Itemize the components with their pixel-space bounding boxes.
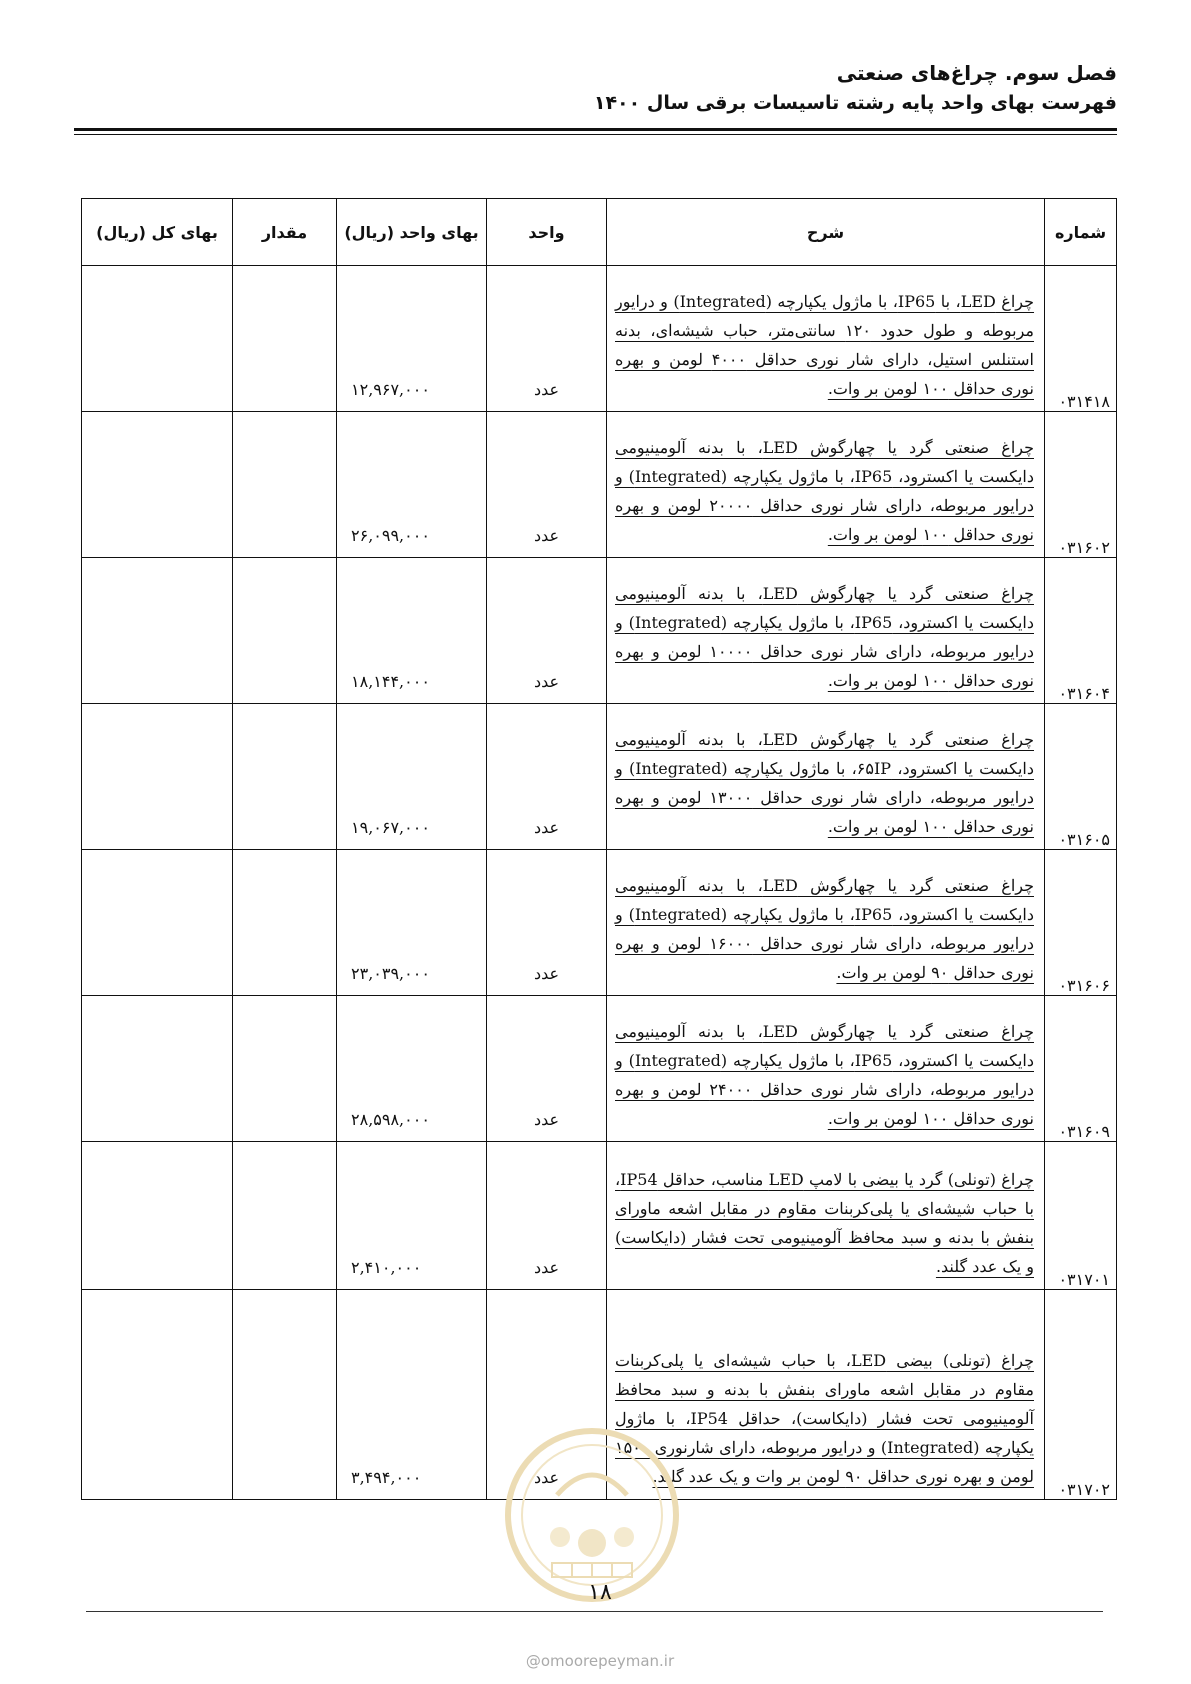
- item-number: ۰۳۱۶۰۲: [1045, 412, 1117, 558]
- item-total-price[interactable]: [82, 704, 233, 850]
- item-number: ۰۳۱۷۰۲: [1045, 1290, 1117, 1500]
- item-number: ۰۳۱۶۰۹: [1045, 996, 1117, 1142]
- item-number: ۰۳۱۴۱۸: [1045, 266, 1117, 412]
- table-row: [82, 1142, 1117, 1290]
- item-unit-price: ۲,۴۱۰,۰۰۰: [337, 1142, 487, 1290]
- item-unit: عدد: [487, 850, 607, 996]
- item-unit-price: ۱۸,۱۴۴,۰۰۰: [337, 558, 487, 704]
- item-unit-price: ۲۸,۵۹۸,۰۰۰: [337, 996, 487, 1142]
- item-quantity[interactable]: [233, 1142, 337, 1290]
- column-header-total-price: بهای کل (ریال): [82, 199, 233, 266]
- item-quantity[interactable]: [233, 266, 337, 412]
- item-number: ۰۳۱۶۰۴: [1045, 558, 1117, 704]
- item-unit-price: ۱۹,۰۶۷,۰۰۰: [337, 704, 487, 850]
- table-row: [82, 266, 1117, 412]
- item-number: ۰۳۱۷۰۱: [1045, 1142, 1117, 1290]
- item-total-price[interactable]: [82, 266, 233, 412]
- item-number: ۰۳۱۶۰۵: [1045, 704, 1117, 850]
- item-quantity[interactable]: [233, 412, 337, 558]
- item-quantity[interactable]: [233, 558, 337, 704]
- item-quantity[interactable]: [233, 996, 337, 1142]
- item-description: چراغ (تونلی) گرد یا بیضی با لامپ LED مناسب، حداقل IP54، با حباب شیشه‌ای یا پلی‌کربنات مقاوم در مقابل اشعه ماورای بنفش با بدنه و سبد محافظ آلومینیومی تحت فشار (دایکاست) و یک عدد گلند.: [607, 1142, 1045, 1290]
- column-header-quantity: مقدار: [233, 199, 337, 266]
- item-unit: عدد: [487, 412, 607, 558]
- item-total-price[interactable]: [82, 558, 233, 704]
- column-header-description: شرح: [607, 199, 1045, 266]
- item-total-price[interactable]: [82, 412, 233, 558]
- item-unit: عدد: [487, 996, 607, 1142]
- item-unit: عدد: [487, 558, 607, 704]
- item-number: ۰۳۱۶۰۶: [1045, 850, 1117, 996]
- item-total-price[interactable]: [82, 1290, 233, 1500]
- item-description: چراغ صنعتی گرد یا چهارگوش LED، با بدنه آلومینیومی دایکست یا اکسترود، IP65، با ماژول یکپارچه (Integrated) و درایور مربوطه، دارای شار نوری حداقل ۲۰۰۰۰ لومن و بهره نوری حداقل ۱۰۰ لومن بر وات.: [607, 412, 1045, 558]
- column-header-unit: واحد: [487, 199, 607, 266]
- item-quantity[interactable]: [233, 1290, 337, 1500]
- item-description: چراغ صنعتی گرد یا چهارگوش LED، با بدنه آلومینیومی دایکست یا اکسترود، IP65، با ماژول یکپارچه (Integrated) و درایور مربوطه، دارای شار نوری حداقل ۱۰۰۰۰ لومن و بهره نوری حداقل ۱۰۰ لومن بر وات.: [607, 558, 1045, 704]
- header-rule-thick: [74, 128, 1117, 131]
- table-row: [82, 412, 1117, 558]
- table-row: [82, 704, 1117, 850]
- item-unit: عدد: [487, 1290, 607, 1500]
- table-row: [82, 996, 1117, 1142]
- item-quantity[interactable]: [233, 704, 337, 850]
- item-description: چراغ صنعتی گرد یا چهارگوش LED، با بدنه آلومینیومی دایکست یا اکسترود، IP65، با ماژول یکپارچه (Integrated) و درایور مربوطه، دارای شار نوری حداقل ۱۶۰۰۰ لومن و بهره نوری حداقل ۹۰ لومن بر وات.: [607, 850, 1045, 996]
- page-header: [74, 58, 1117, 118]
- chapter-title: فصل سوم. چراغ‌های صنعتی: [836, 61, 1117, 85]
- item-description: چراغ LED، با IP65، با ماژول یکپارچه (Integrated) و درایور مربوطه و طول حدود ۱۲۰ سانتی‌متر، حباب شیشه‌ای، بدنه استنلس استیل، دارای شار نوری حداقل ۴۰۰۰ لومن و بهره نوری حداقل ۱۰۰ لومن بر وات.: [607, 266, 1045, 412]
- page-number: ۱۸: [588, 1580, 612, 1605]
- price-list-table: [81, 198, 1117, 1500]
- item-unit: عدد: [487, 1142, 607, 1290]
- website-label: @omoorepeyman.ir: [525, 1652, 675, 1670]
- table-row: [82, 850, 1117, 996]
- column-header-number: شماره: [1045, 199, 1117, 266]
- item-total-price[interactable]: [82, 996, 233, 1142]
- item-total-price[interactable]: [82, 850, 233, 996]
- item-unit: عدد: [487, 704, 607, 850]
- item-unit-price: ۲۶,۰۹۹,۰۰۰: [337, 412, 487, 558]
- item-description: چراغ (تونلی) بیضی LED، با حباب شیشه‌ای یا پلی‌کربنات مقاوم در مقابل اشعه ماورای بنفش با بدنه و سبد محافظ آلومینیومی تحت فشار (دایکاست)، حداقل IP54، با ماژول یکپارچه (Integrated) و درایور مربوطه، دارای شارنوری ۱۵۰۰ لومن و بهره نوری حداقل ۹۰ لومن بر وات و یک عدد گلند.: [607, 1290, 1045, 1500]
- column-header-unit-price: بهای واحد (ریال): [337, 199, 487, 266]
- table-header-row: [82, 199, 1117, 266]
- table-row: [82, 558, 1117, 704]
- item-description: چراغ صنعتی گرد یا چهارگوش LED، با بدنه آلومینیومی دایکست یا اکسترود، IP65، با ماژول یکپارچه (Integrated) و درایور مربوطه، دارای شار نوری حداقل ۲۴۰۰۰ لومن و بهره نوری حداقل ۱۰۰ لومن بر وات.: [607, 996, 1045, 1142]
- item-description: چراغ صنعتی گرد یا چهارگوش LED، با بدنه آلومینیومی دایکست یا اکسترود، ۶۵IP، با ماژول یکپارچه (Integrated) و درایور مربوطه، دارای شار نوری حداقل ۱۳۰۰۰ لومن و بهره نوری حداقل ۱۰۰ لومن بر وات.: [607, 704, 1045, 850]
- item-unit-price: ۲۳,۰۳۹,۰۰۰: [337, 850, 487, 996]
- item-unit: عدد: [487, 266, 607, 412]
- header-rule-thin: [74, 134, 1117, 135]
- watermark-seal-icon: [502, 1425, 682, 1605]
- item-unit-price: ۳,۴۹۴,۰۰۰: [337, 1290, 487, 1500]
- item-unit-price: ۱۲,۹۶۷,۰۰۰: [337, 266, 487, 412]
- footer-rule: [86, 1611, 1103, 1612]
- item-total-price[interactable]: [82, 1142, 233, 1290]
- document-subtitle: فهرست بهای واحد پایه رشته تاسیسات برقی سال ۱۴۰۰: [593, 92, 1117, 114]
- item-quantity[interactable]: [233, 850, 337, 996]
